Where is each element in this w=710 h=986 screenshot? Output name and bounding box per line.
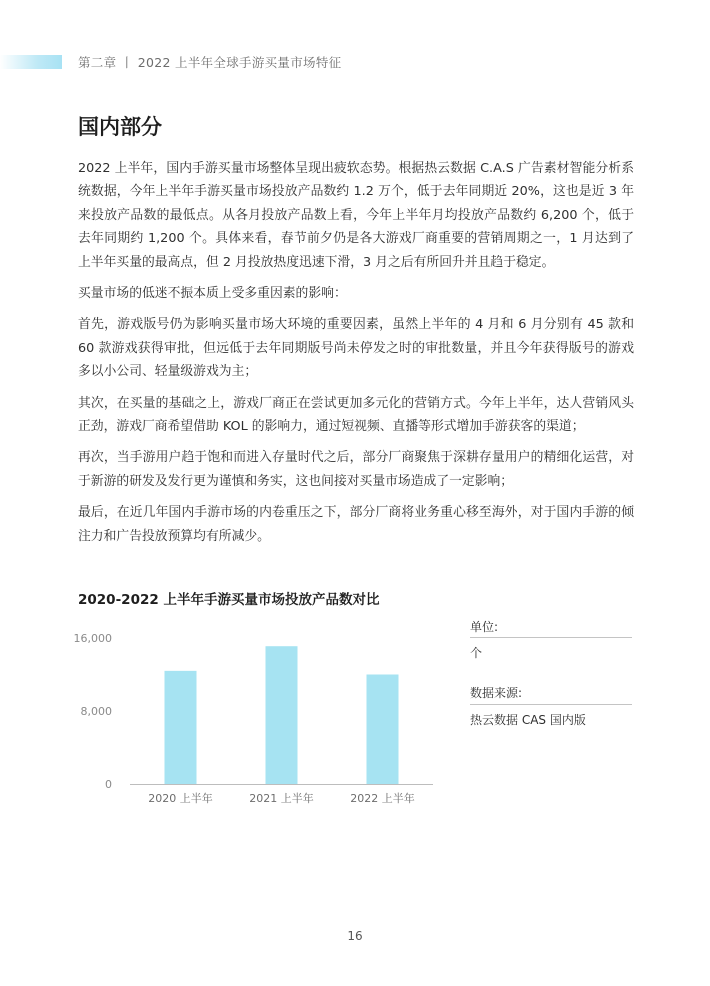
paragraph: 买量市场的低迷不振本质上受多重因素的影响： (78, 286, 347, 302)
section-title: 国内部分 (78, 115, 162, 139)
running-header: 第二章 丨 2022 上半年全球手游买量市场特征 (78, 55, 342, 70)
y-tick-label: 16,000 (73, 632, 112, 645)
paragraph: 其次，在买量的基础之上，游戏厂商正在尝试更加多元化的营销方式。今年上半年，达人营销风头正劲，游戏厂商希望借助 KOL 的影响力，通过短视频、直播等形式增加手游获客的渠道； (78, 395, 634, 435)
y-tick-label: 0 (105, 778, 112, 791)
bar (367, 675, 399, 785)
x-tick-label: 2022 上半年 (350, 792, 415, 805)
bar (266, 646, 298, 784)
divider (470, 704, 632, 705)
bar (165, 671, 197, 784)
paragraph: 首先，游戏版号仍为影响买量市场大环境的重要因素，虽然上半年的 4 月和 6 月分别有 45 款和 60 款游戏获得审批，但远低于去年同期版号尚未停发之时的审批数量，并且今年获得版号的游戏多以小公司、轻量级游戏为主； (78, 317, 634, 380)
paragraph: 最后，在近几年国内手游市场的内卷重压之下，部分厂商将业务重心移至海外，对于国内手游的倾注力和广告投放预算均有所减少。 (78, 505, 634, 544)
source-label: 数据来源: (470, 686, 523, 700)
page-number: 16 (347, 929, 363, 943)
unit-value: 个 (470, 646, 483, 660)
body-text (78, 157, 634, 556)
bar-chart (73, 624, 448, 814)
divider (470, 637, 632, 638)
chart-title: 2020-2022 上半年手游买量市场投放产品数对比 (78, 592, 380, 608)
x-tick-label: 2020 上半年 (148, 792, 213, 805)
y-tick-label: 8,000 (80, 705, 112, 718)
header-accent-bar (0, 55, 62, 69)
source-value: 热云数据 CAS 国内版 (470, 713, 586, 727)
unit-label: 单位: (470, 620, 499, 634)
paragraph: 2022 上半年，国内手游买量市场整体呈现出疲软态势。根据热云数据 C.A.S 广告素材智能分析系统数据，今年上半年手游买量市场投放产品数约 1.2 万个，低于去年同期近 20%，这也是近 3 年来投放产品数的最低点。从各月投放产品数上看，今年上半年月均投放产品数约 6,200 个，低于去年同期约 1,200 个。具体来看，春节前夕仍是各大游戏厂商重要的营销周期之一，1 月达到了上半年买量的最高点，但 2 月投放热度迅速下滑，3 月之后有所回升并且趋于稳定。 (78, 161, 634, 270)
paragraph: 再次，当手游用户趋于饱和而进入存量时代之后，部分厂商聚焦于深耕存量用户的精细化运营，对于新游的研发及发行更为谨慎和务实，这也间接对买量市场造成了一定影响； (78, 450, 634, 489)
x-tick-label: 2021 上半年 (249, 792, 314, 805)
